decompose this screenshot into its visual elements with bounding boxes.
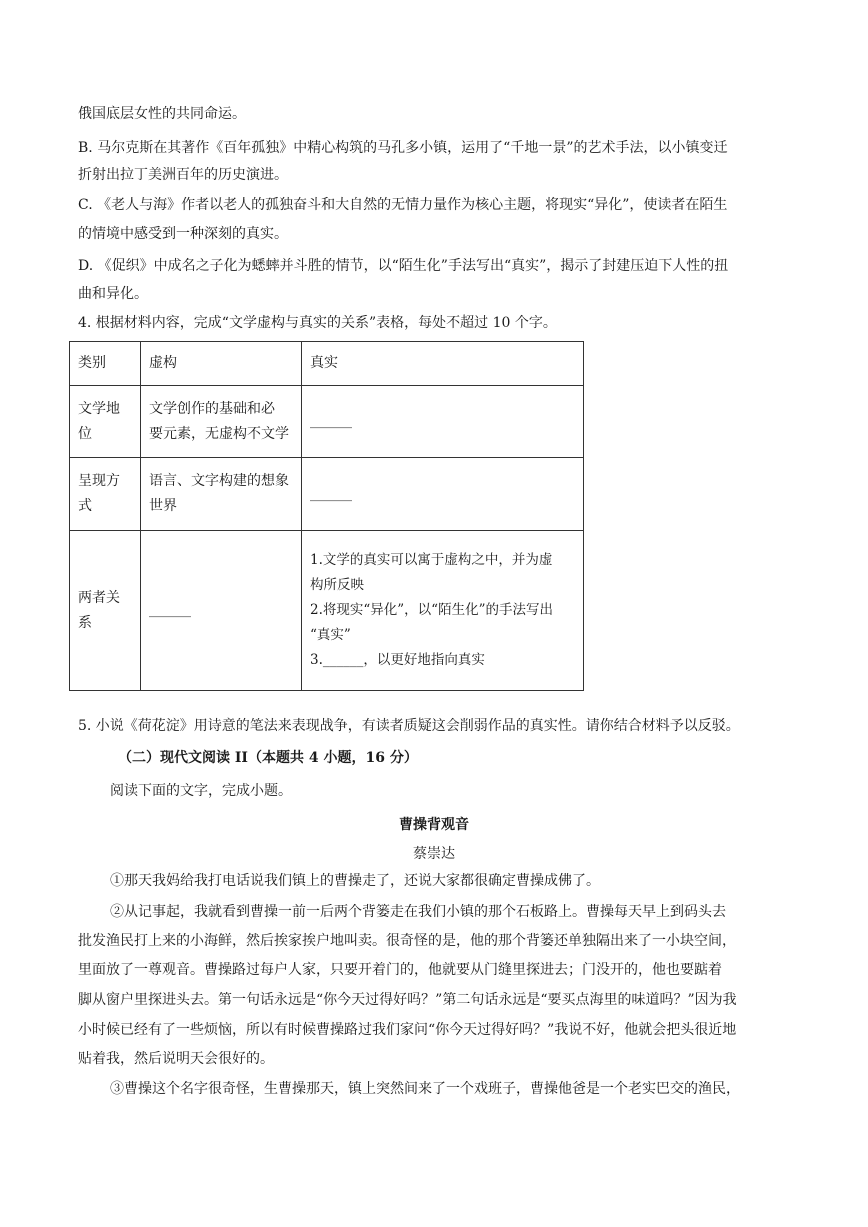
text-line: 俄国底层女性的共同命运。 — [78, 106, 246, 122]
paragraph-1: ①那天我妈给我打电话说我们镇上的曹操走了，还说大家都很确定曹操成佛了。 — [110, 873, 600, 889]
row-category — [70, 458, 141, 531]
cell-line: 构所反映 — [310, 577, 364, 593]
blank-line: ______ — [149, 602, 191, 618]
cell-line: 1.文学的真实可以寓于虚构之中，并为虚 — [310, 552, 553, 568]
table-row — [70, 342, 584, 386]
option-b: B. 马尔克斯在其著作《百年孤独》中精心构筑的马孔多小镇，运用了“千地一景”的艺术手法，以小镇变迁 — [78, 140, 728, 156]
header-reality: 真实 — [302, 342, 584, 386]
paragraph-line: 小时候已经有了一些烦恼，所以有时候曹操路过我们家问“你今天过得好吗？”我说不好，他就会把头很近地 — [78, 1022, 737, 1038]
header-category: 类别 — [70, 342, 141, 386]
question-4: 4. 根据材料内容，完成“文学虚构与真实的关系”表格，每处不超过 10 个字。 — [78, 315, 557, 331]
cell-line: 世界 — [149, 498, 177, 514]
paragraph-line: 批发渔民打上来的小海鲜，然后挨家挨户地叫卖。很奇怪的是，他的那个背篓还单独隔出来了一小块空间， — [78, 933, 736, 949]
header-fiction: 虚构 — [141, 342, 302, 386]
blank-line: ______ — [310, 485, 352, 502]
cell-line: 式 — [78, 498, 92, 514]
question-5: 5. 小说《荷花淀》用诗意的笔法来表现战争，有读者质疑这会削弱作品的真实性。请你结合材料予以反驳。 — [78, 718, 740, 734]
instruction: 阅读下面的文字，完成小题。 — [110, 783, 292, 799]
cell-line: 3.______，以更好地指向真实 — [310, 652, 485, 668]
answer-blank[interactable] — [302, 386, 584, 458]
article-title: 曹操背观音 — [399, 817, 469, 833]
article-author: 蔡崇达 — [413, 846, 455, 862]
paragraph-3: ③曹操这个名字很奇怪，生曹操那天，镇上突然间来了一个戏班子，曹操他爸是一个老实巴交的渔民， — [110, 1081, 740, 1097]
row-fiction — [141, 386, 302, 458]
row-reality — [302, 531, 584, 691]
cell-line: 语言、文字构建的想象 — [149, 473, 289, 489]
text-line: 折射出拉丁美洲百年的历史演进。 — [78, 167, 288, 183]
option-c: C. 《老人与海》作者以老人的孤独奋斗和大自然的无情力量作为核心主题，将现实“异化”，使读者在陌生 — [78, 197, 728, 213]
table-row — [70, 531, 584, 691]
cell-line: 要元素，无虚构不文学 — [149, 425, 289, 442]
blank-line: ______ — [310, 413, 352, 429]
table-row — [70, 386, 584, 458]
cell-line: 2.将现实“异化”，以“陌生化”的手法写出 — [310, 602, 553, 618]
answer-blank[interactable] — [302, 458, 584, 531]
table-row — [70, 458, 584, 531]
paragraph-line: 里面放了一尊观音。曹操路过每户人家，只要开着门的，他就要从门缝里探进去；门没开的，他也要踮着 — [78, 962, 722, 978]
section-heading: （二）现代文阅读 II（本题共 4 小题，16 分） — [118, 750, 418, 766]
answer-blank[interactable] — [141, 531, 302, 691]
paragraph-2: ②从记事起，我就看到曹操一前一后两个背篓走在我们小镇的那个石板路上。曹操每天早上到码头去 — [110, 904, 726, 920]
text-line: 的情境中感受到一种深刻的真实。 — [78, 226, 288, 242]
cell-line: 系 — [78, 614, 92, 631]
relation-table — [69, 341, 584, 691]
cell-line: 文学创作的基础和必 — [149, 400, 275, 417]
cell-line: 文学地 — [78, 400, 120, 417]
cell-line: 呈现方 — [78, 473, 120, 489]
paragraph-line: 贴着我，然后说明天会很好的。 — [78, 1051, 274, 1067]
row-fiction — [141, 458, 302, 531]
cell-line: “真实” — [310, 627, 351, 643]
paragraph-line: 脚从窗户里探进头去。第一句话永远是“你今天过得好吗？”第二句话永远是“要买点海里的味道吗？”因为我 — [78, 992, 737, 1008]
option-d: D. 《促织》中成名之子化为蟋蟀并斗胜的情节，以“陌生化”手法写出“真实”，揭示了封建压迫下人性的扭 — [78, 258, 729, 274]
cell-line: 位 — [78, 425, 92, 442]
row-category — [70, 531, 141, 691]
cell-line: 两者关 — [78, 589, 120, 606]
text-line: 曲和异化。 — [78, 286, 148, 302]
row-category — [70, 386, 141, 458]
